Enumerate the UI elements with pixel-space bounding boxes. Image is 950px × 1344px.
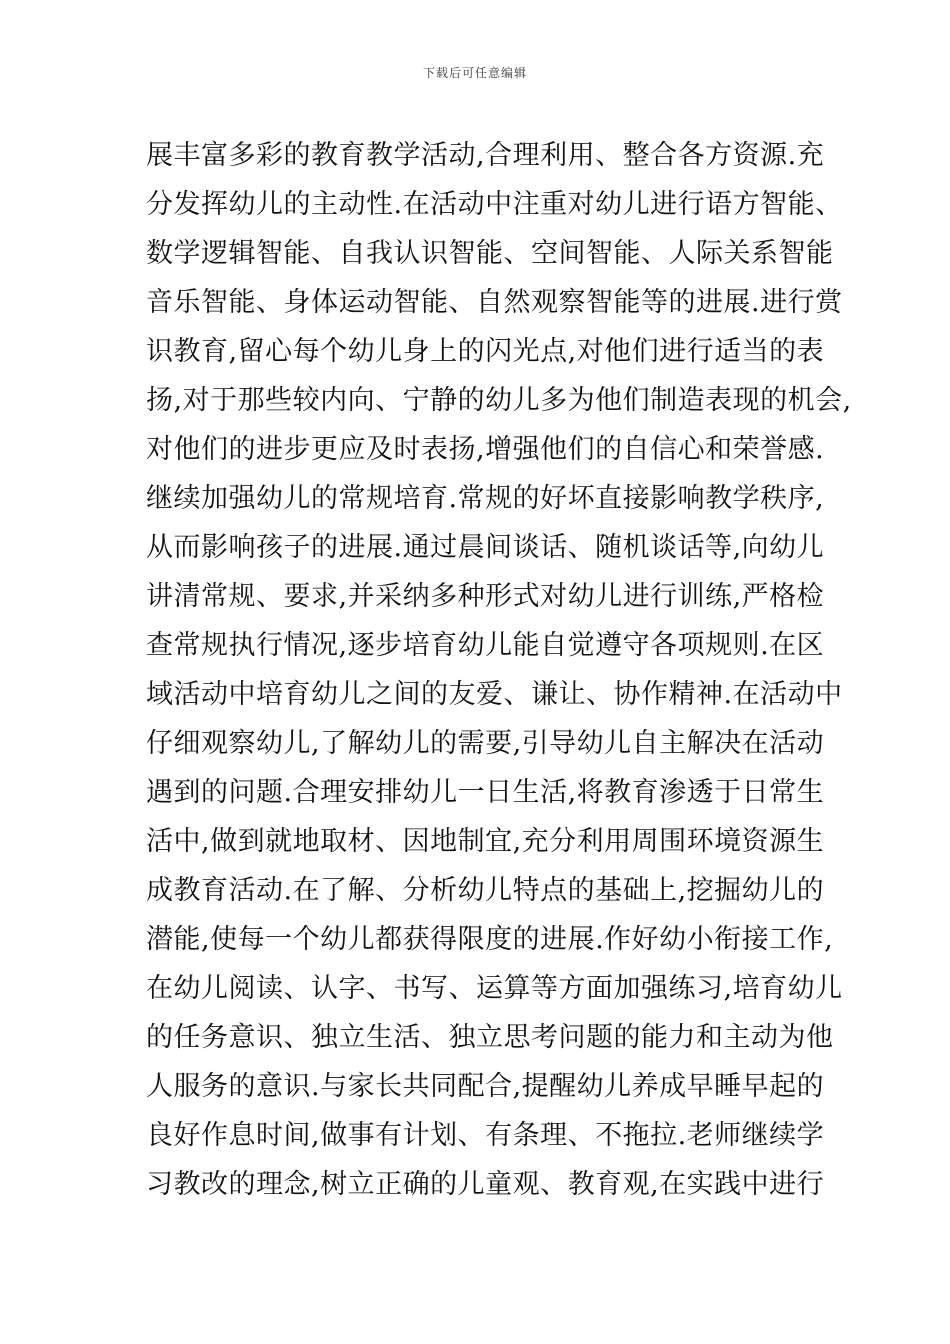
text-line: 扬,对于那些较内向、宁静的幼儿多为他们制造表现的机会, xyxy=(146,385,852,416)
text-line: 成教育活动.在了解、分析幼儿特点的基础上,挖掘幼儿的 xyxy=(146,875,825,906)
text-line: 的任务意识、独立生活、独立思考问题的能力和主动为他 xyxy=(146,1022,834,1053)
text-line: 查常规执行情况,逐步培育幼儿能自觉遵守各项规则.在区 xyxy=(146,630,825,661)
text-line: 从而影响孩子的进展.通过晨间谈话、随机谈话等,向幼儿 xyxy=(146,532,825,563)
text-line: 活中,做到就地取材、因地制宜,充分利用周围环境资源生 xyxy=(146,826,825,857)
text-line: 在幼儿阅读、认字、书写、运算等方面加强练习,培育幼儿 xyxy=(146,973,843,1004)
text-line: 继续加强幼儿的常规培育.常规的好坏直接影响教学秩序, xyxy=(146,483,825,514)
document-body xyxy=(146,131,852,1209)
text-line: 对他们的进步更应及时表扬,增强他们的自信心和荣誉感. xyxy=(146,434,825,465)
text-line: 展丰富多彩的教育教学活动,合理利用、整合各方资源.充 xyxy=(146,140,825,171)
page-header: 下载后可任意编辑 xyxy=(422,66,527,80)
text-line: 分发挥幼儿的主动性.在活动中注重对幼儿进行语方智能、 xyxy=(146,189,843,220)
text-line: 人服务的意识.与家长共同配合,提醒幼儿养成早睡早起的 xyxy=(146,1071,825,1102)
text-line: 潜能,使每一个幼儿都获得限度的进展.作好幼小衔接工作, xyxy=(146,924,834,955)
text-line: 音乐智能、身体运动智能、自然观察智能等的进展.进行赏 xyxy=(146,287,843,318)
text-line: 仔细观察幼儿,了解幼儿的需要,引导幼儿自主解决在活动 xyxy=(146,728,825,759)
text-line: 习教改的理念,树立正确的儿童观、教育观,在实践中进行 xyxy=(146,1169,825,1200)
text-line: 遇到的问题.合理安排幼儿一日生活,将教育渗透于日常生 xyxy=(146,777,825,808)
text-line: 识教育,留心每个幼儿身上的闪光点,对他们进行适当的表 xyxy=(146,336,825,367)
text-line: 域活动中培育幼儿之间的友爱、谦让、协作精神.在活动中 xyxy=(146,679,843,710)
text-line: 良好作息时间,做事有计划、有条理、不拖拉.老师继续学 xyxy=(146,1120,825,1151)
text-line: 讲清常规、要求,并采纳多种形式对幼儿进行训练,严格检 xyxy=(146,581,825,612)
text-line: 数学逻辑智能、自我认识智能、空间智能、人际关系智能 xyxy=(146,238,834,269)
